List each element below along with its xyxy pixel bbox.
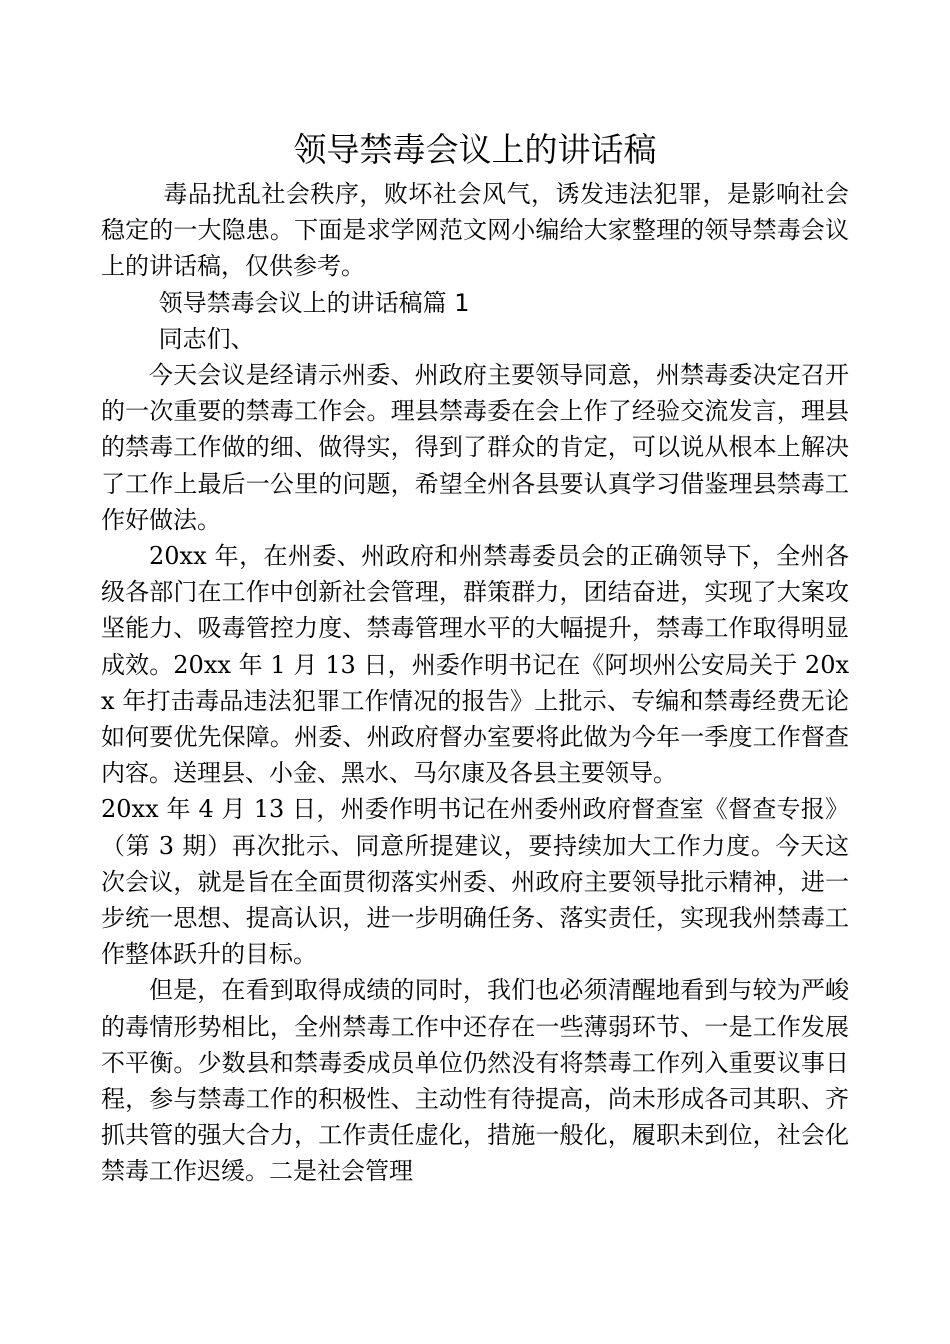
salutation: 同志们、 xyxy=(158,324,255,353)
document-title: 领导禁毒会议上的讲话稿 xyxy=(293,130,657,169)
body-paragraph: 20xx 年，在州委、州政府和州禁毒委员会的正确领导下，全州各级各部门在工作中创新社会管理，群策群力，团结奋进，实现了大案攻坚能力、吸毒管控力度、禁毒管理水平的大幅提升，禁毒工作取得明显成效。20xx 年 1 月 13 日，州委作明书记在《阿坝州公安局关于 20xx 年打击毒品违法犯罪工作情况的报告》上批示、专编和禁毒经费无论如何要优先保障。州委、州政府督办室要将此做为今年一季度工作督查内容。送理县、小金、黑水、马尔康及各县主要领导。 xyxy=(101,542,849,788)
body-paragraph: 但是，在看到取得成绩的同时，我们也必须清醒地看到与较为严峻的毒情形势相比，全州禁毒工作中还存在一些薄弱环节、一是工作发展不平衡。少数县和禁毒委成员单位仍然没有将禁毒工作列入重要议事日程，参与禁毒工作的积极性、主动性有待提高，尚未形成各司其职、齐抓共管的强大合力，工作责任虚化，措施一般化，履职未到位，社会化禁毒工作迟缓。二是社会管理 xyxy=(101,976,849,1186)
section-heading: 领导禁毒会议上的讲话稿篇 1 xyxy=(158,288,470,317)
body-paragraph: 今天会议是经请示州委、州政府主要领导同意，州禁毒委决定召开的一次重要的禁毒工作会。理县禁毒委在会上作了经验交流发言，理县的禁毒工作做的细、做得实，得到了群众的肯定，可以说从根本上解决了工作上最后一公里的问题，希望全州各县要认真学习借鉴理县禁毒工作好做法。 xyxy=(101,361,849,534)
document-body xyxy=(101,176,849,1190)
body-paragraph: 20xx 年 4 月 13 日，州委作明书记在州委州政府督查室《督查专报》（第 3 期）再次批示、同意所提建议，要持续加大工作力度。今天这次会议，就是旨在全面贯彻落实州委、州政府主要领导批示精神，进一步统一思想、提高认识，进一步明确任务、落实责任，实现我州禁毒工作整体跃升的目标。 xyxy=(101,795,849,969)
intro-paragraph: 毒品扰乱社会秩序，败坏社会风气，诱发违法犯罪，是影响社会稳定的一大隐患。下面是求学网范文网小编给大家整理的领导禁毒会议上的讲话稿，仅供参考。 xyxy=(101,180,849,281)
